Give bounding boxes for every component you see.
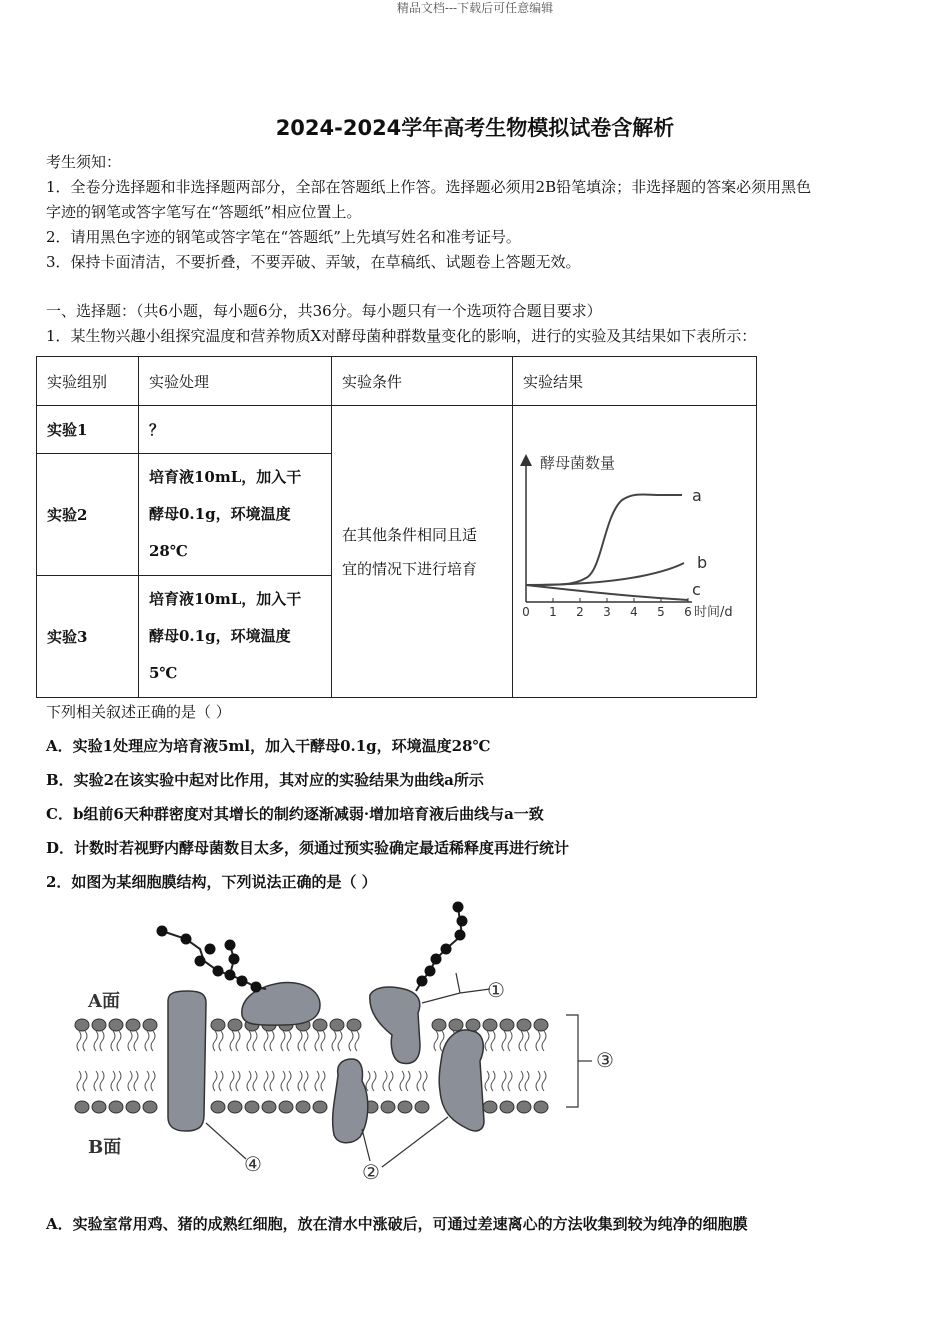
lipid-tail bbox=[100, 1071, 104, 1091]
lipid-tail bbox=[111, 1031, 115, 1051]
lipid-tail bbox=[491, 1031, 495, 1051]
lipid-head bbox=[126, 1019, 140, 1031]
page-header: 精品文档---下载后可任意编辑 bbox=[396, 1, 554, 15]
lipid-head bbox=[517, 1101, 531, 1113]
lipid-tail bbox=[287, 1031, 291, 1051]
label-2: ② bbox=[362, 1160, 380, 1184]
lipid-tail bbox=[247, 1071, 251, 1091]
notice-heading: 考生须知： bbox=[46, 153, 122, 171]
lipid-head bbox=[296, 1101, 310, 1113]
curve-label-a: a bbox=[692, 486, 702, 505]
label-4: ④ bbox=[244, 1152, 262, 1176]
lipid-tail bbox=[151, 1031, 155, 1051]
table-cell-treatment bbox=[139, 454, 332, 576]
table-cell-treatment: ？ bbox=[139, 406, 332, 454]
x-tick-label: 1 bbox=[549, 605, 557, 619]
lipid-tail bbox=[94, 1031, 98, 1051]
treatment-line: 培育液10mL，加入干 bbox=[149, 590, 302, 608]
treatment-line: 28℃ bbox=[149, 542, 188, 560]
curve-c bbox=[526, 585, 688, 600]
lipid-tail bbox=[406, 1071, 410, 1091]
lipid-head bbox=[313, 1101, 327, 1113]
x-tick-label: 0 bbox=[522, 605, 530, 619]
lipid-tail bbox=[383, 1071, 387, 1091]
lipid-head bbox=[92, 1101, 106, 1113]
lipid-tail bbox=[372, 1071, 376, 1091]
question-1-prompt: 下列相关叙述正确的是（ ） bbox=[46, 703, 231, 721]
lipid-tail bbox=[253, 1031, 257, 1051]
lipid-tail bbox=[117, 1071, 121, 1091]
option-d: D．计数时若视野内酵母菌数目太多，须通过预实验确定最适稀释度再进行统计 bbox=[46, 839, 570, 857]
table-header: 实验处理 bbox=[139, 357, 332, 406]
option-b: B．实验2在该实验中起对比作用，其对应的实验结果为曲线a所示 bbox=[46, 771, 484, 789]
x-tick-label: 3 bbox=[603, 605, 611, 619]
lipid-tail bbox=[491, 1071, 495, 1091]
lipid-tail bbox=[423, 1071, 427, 1091]
lipid-tail bbox=[134, 1031, 138, 1051]
lipid-head bbox=[109, 1101, 123, 1113]
lipid-tail bbox=[230, 1071, 234, 1091]
lipid-tail bbox=[304, 1071, 308, 1091]
curve-b bbox=[526, 563, 684, 585]
lipid-tail bbox=[525, 1071, 529, 1091]
lipid-tail bbox=[525, 1031, 529, 1051]
lipid-tail bbox=[281, 1071, 285, 1091]
table-header: 实验组别 bbox=[37, 357, 139, 406]
lipid-head bbox=[245, 1101, 259, 1113]
lipid-tail bbox=[77, 1071, 81, 1091]
lipid-head bbox=[347, 1019, 361, 1031]
lipid-tail bbox=[338, 1031, 342, 1051]
lipid-head bbox=[483, 1019, 497, 1031]
lipid-head bbox=[279, 1101, 293, 1113]
table-header: 实验结果 bbox=[513, 357, 757, 406]
lipid-tail bbox=[128, 1071, 132, 1091]
lipid-tail bbox=[321, 1031, 325, 1051]
lipid-tail bbox=[508, 1031, 512, 1051]
glycocalyx-chain-left bbox=[162, 931, 266, 989]
yeast-growth-graph bbox=[512, 448, 748, 628]
lipid-tail bbox=[287, 1071, 291, 1091]
lipid-head bbox=[534, 1101, 548, 1113]
lipid-tail bbox=[213, 1071, 217, 1091]
lipid-tail bbox=[247, 1031, 251, 1051]
lipid-tail bbox=[111, 1071, 115, 1091]
side-a-label: A面 bbox=[88, 991, 120, 1012]
notice-item: 3．保持卡面清洁，不要折叠，不要弄破、弄皱，在草稿纸、试题卷上答题无效。 bbox=[46, 253, 581, 271]
table-cell-condition bbox=[332, 406, 513, 698]
lipid-tail bbox=[151, 1071, 155, 1091]
x-axis-label: 时间/d bbox=[694, 605, 733, 620]
glycoprotein bbox=[370, 987, 420, 1063]
side-b-label: B面 bbox=[88, 1137, 122, 1158]
lipid-tail bbox=[298, 1031, 302, 1051]
lipid-tail bbox=[400, 1071, 404, 1091]
lipid-head bbox=[143, 1019, 157, 1031]
lipid-tail bbox=[321, 1071, 325, 1091]
cell-membrane-diagram bbox=[70, 895, 630, 1195]
label-1: ① bbox=[487, 978, 505, 1002]
lipid-tail bbox=[315, 1031, 319, 1051]
lipid-tail bbox=[389, 1071, 393, 1091]
table-header: 实验条件 bbox=[332, 357, 513, 406]
lipid-head bbox=[381, 1101, 395, 1113]
lipid-head bbox=[483, 1101, 497, 1113]
lipid-tail bbox=[94, 1071, 98, 1091]
lipid-tail bbox=[519, 1031, 523, 1051]
lipid-head bbox=[500, 1019, 514, 1031]
lipid-head bbox=[228, 1019, 242, 1031]
lipid-tail bbox=[349, 1031, 353, 1051]
transmembrane-protein bbox=[439, 1030, 484, 1131]
page-title: 2024-2024学年高考生物模拟试卷含解析 bbox=[275, 116, 675, 140]
lipid-head bbox=[126, 1101, 140, 1113]
option-a: A．实验1处理应为培育液5ml，加入干酵母0.1g，环境温度28℃ bbox=[46, 737, 491, 755]
x-tick-label: 6 bbox=[684, 605, 692, 619]
lipid-head bbox=[92, 1019, 106, 1031]
lipid-tail bbox=[145, 1071, 149, 1091]
lipid-tail bbox=[519, 1071, 523, 1091]
lipid-tail bbox=[542, 1071, 546, 1091]
lipid-tail bbox=[100, 1031, 104, 1051]
lipid-tail bbox=[508, 1071, 512, 1091]
lipid-tail bbox=[485, 1031, 489, 1051]
label-3: ③ bbox=[596, 1048, 614, 1072]
lipid-tail bbox=[270, 1031, 274, 1051]
lipid-tail bbox=[332, 1031, 336, 1051]
treatment-line: 酵母0.1g，环境温度 bbox=[149, 627, 291, 645]
lipid-tail bbox=[264, 1071, 268, 1091]
lipid-head bbox=[143, 1101, 157, 1113]
section-heading: 一、选择题：（共6小题，每小题6分，共36分。每小题只有一个选项符合题目要求） bbox=[46, 302, 602, 320]
lipid-head bbox=[228, 1101, 242, 1113]
lipid-head bbox=[109, 1019, 123, 1031]
lipid-head bbox=[211, 1101, 225, 1113]
lipid-head bbox=[75, 1101, 89, 1113]
lipid-tail bbox=[236, 1031, 240, 1051]
notice-item: 字迹的钢笔或答字笔写在“答题纸”相应位置上。 bbox=[46, 203, 362, 221]
condition-line: 在其他条件相同且适 bbox=[342, 525, 478, 544]
transmembrane-protein-4 bbox=[168, 991, 206, 1131]
lipid-tail bbox=[502, 1071, 506, 1091]
lipid-tail bbox=[542, 1031, 546, 1051]
lipid-tail bbox=[219, 1071, 223, 1091]
q2-option-a: A．实验室常用鸡、猪的成熟红细胞，放在清水中涨破后，可通过差速离心的方法收集到较为纯净的细胞膜 bbox=[46, 1215, 748, 1233]
treatment-line: 培育液10mL，加入干 bbox=[149, 468, 302, 486]
lipid-tail bbox=[536, 1031, 540, 1051]
lipid-head bbox=[313, 1019, 327, 1031]
lipid-head bbox=[398, 1101, 412, 1113]
lipid-tail bbox=[536, 1071, 540, 1091]
lipid-head bbox=[534, 1019, 548, 1031]
lipid-tail bbox=[417, 1071, 421, 1091]
lipid-head bbox=[500, 1101, 514, 1113]
table-cell-group: 实验2 bbox=[37, 454, 139, 576]
notice-item: 2．请用黑色字迹的钢笔或答字笔在“答题纸”上先填写姓名和准考证号。 bbox=[46, 228, 521, 246]
notice-item: 1．全卷分选择题和非选择题两部分，全部在答题纸上作答。选择题必须用2B铅笔填涂；非选择题的答案必须用黑色 bbox=[46, 178, 812, 196]
lipid-head bbox=[211, 1019, 225, 1031]
lipid-tail bbox=[230, 1031, 234, 1051]
lipid-tail bbox=[77, 1031, 81, 1051]
x-tick-label: 5 bbox=[657, 605, 665, 619]
lipid-tail bbox=[434, 1031, 438, 1051]
question-1-stem: 1．某生物兴趣小组探究温度和营养物质X对酵母菌种群数量变化的影响，进行的实验及其结果如下表所示： bbox=[46, 327, 757, 345]
x-tick-label: 4 bbox=[630, 605, 638, 619]
lipid-head bbox=[415, 1101, 429, 1113]
condition-line: 宜的情况下进行培育 bbox=[342, 559, 478, 578]
lipid-tail bbox=[219, 1031, 223, 1051]
sugar-beads-left bbox=[157, 926, 262, 993]
curve-label-c: c bbox=[692, 580, 701, 599]
table-cell-group: 实验1 bbox=[37, 406, 139, 454]
lipid-tail bbox=[213, 1031, 217, 1051]
lipid-tail bbox=[83, 1031, 87, 1051]
lipid-tail bbox=[264, 1031, 268, 1051]
curve-label-b: b bbox=[697, 553, 708, 572]
lipid-tail bbox=[485, 1071, 489, 1091]
lipid-tail bbox=[298, 1071, 302, 1091]
lipid-tail bbox=[83, 1071, 87, 1091]
y-axis-label: 酵母菌数量 bbox=[540, 454, 616, 472]
lipid-head bbox=[449, 1019, 463, 1031]
lipid-head bbox=[517, 1019, 531, 1031]
treatment-line: 酵母0.1g，环境温度 bbox=[149, 505, 291, 523]
lipid-tail bbox=[355, 1031, 359, 1051]
table-cell-treatment bbox=[139, 576, 332, 698]
lipid-tail bbox=[128, 1031, 132, 1051]
lipid-head bbox=[262, 1101, 276, 1113]
lipid-tail bbox=[145, 1031, 149, 1051]
question-2-stem: 2．如图为某细胞膜结构，下列说法正确的是（ ） bbox=[46, 873, 377, 891]
table-cell-group: 实验3 bbox=[37, 576, 139, 698]
lipid-head bbox=[330, 1019, 344, 1031]
treatment-line: 5℃ bbox=[149, 664, 178, 682]
lipid-head bbox=[466, 1019, 480, 1031]
lipid-head bbox=[75, 1019, 89, 1031]
option-c: C．b组前6天种群密度对其增长的制约逐渐减弱·增加培育液后曲线与a一致 bbox=[46, 805, 544, 823]
lipid-head bbox=[432, 1019, 446, 1031]
lipid-tail bbox=[117, 1031, 121, 1051]
lipid-tail bbox=[134, 1071, 138, 1091]
lipid-tail bbox=[502, 1031, 506, 1051]
lipid-tail bbox=[366, 1071, 370, 1091]
x-tick-label: 2 bbox=[576, 605, 584, 619]
lipid-tail bbox=[281, 1031, 285, 1051]
lipid-tail bbox=[315, 1071, 319, 1091]
lipid-tail bbox=[253, 1071, 257, 1091]
lipid-tail bbox=[270, 1071, 274, 1091]
lipid-tail bbox=[236, 1071, 240, 1091]
lipid-tail bbox=[304, 1031, 308, 1051]
